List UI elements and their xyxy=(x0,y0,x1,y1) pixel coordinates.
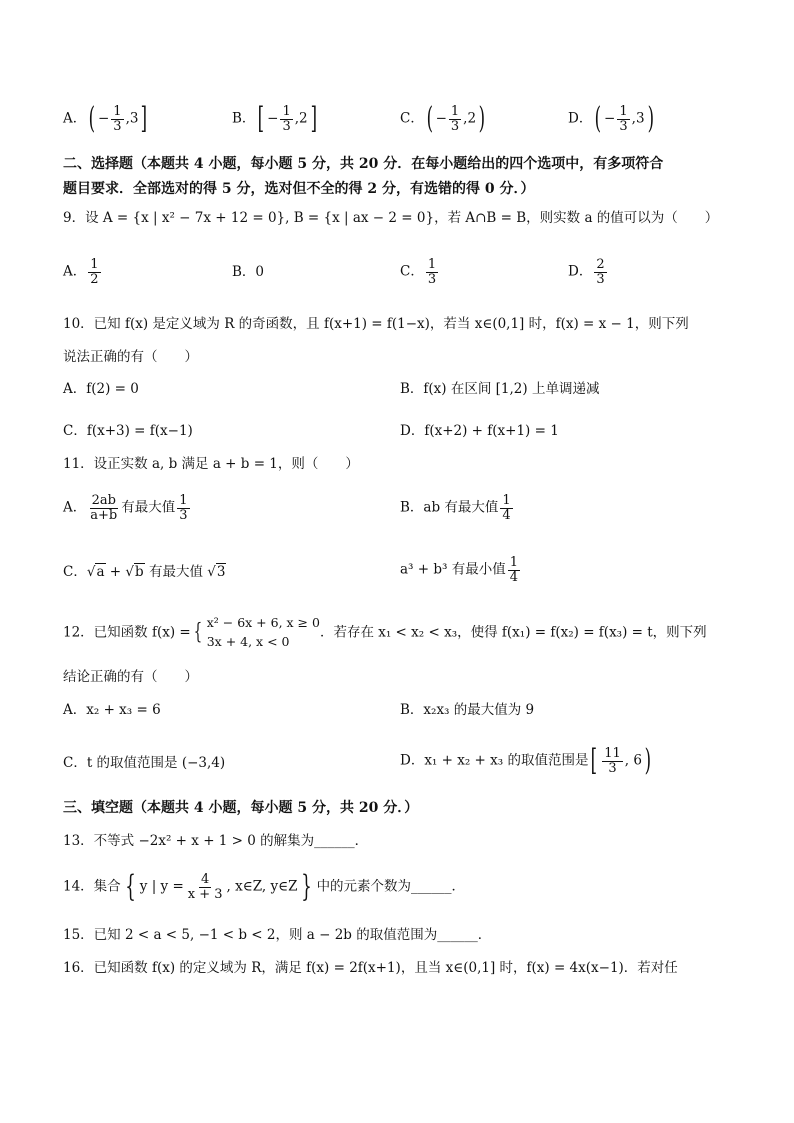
q8-option-c: C．( − $\frac{1}{3}$ ,2) xyxy=(400,101,486,136)
q15: 15．已知 2 < a < 5, −1 < b < 2，则 a − 2b 的取值范围为______． xyxy=(63,927,492,943)
q11-option-a: A． $\frac{2ab}{a+b}$ 有最大值 $\frac{1}{3}$ xyxy=(63,493,188,523)
q11-option-d: a³ + b³ 有最小值 $\frac{1}{4}$ xyxy=(400,555,518,585)
q12-option-d: D．x₁ + x₂ + x₃ 的取值范围是[ $\frac{11}{3}$ , 6) xyxy=(400,743,652,778)
q10-option-a: A．f(2) = 0 xyxy=(63,381,139,397)
q14: 14．集合 { y | y = $\frac{4}{x + 3}$ , x∈Z, y∈Z } 中的元素个数为______． xyxy=(63,869,466,904)
q12-option-b: B．x₂x₃ 的最大值为 9 xyxy=(400,702,535,718)
q8-option-b: B．[ − $\frac{1}{3}$ ,2] xyxy=(232,101,317,136)
q16: 16．已知函数 f(x) 的定义域为 R，满足 f(x) = 2f(x+1)，且当 x∈(0,1] 时，f(x) = 4x(x−1)．若对任 xyxy=(63,960,678,976)
q12-stem-line1: 12．已知函数 f(x) = { x² − 6x + 6, x ≥ 0 3x + 4, x < 0 ．若存在 x₁ < x₂ < x₃，使得 f(x₁) = f(x₂) = f(x₃) = t，则下列 xyxy=(63,615,707,649)
q9-option-a: A． $\frac{1}{2}$ xyxy=(63,257,99,287)
q10-option-c: C．f(x+3) = f(x−1) xyxy=(63,423,193,439)
q11-option-b: B．ab 有最大值 $\frac{1}{4}$ xyxy=(400,493,511,523)
q12-stem-line2: 结论正确的有（ ） xyxy=(63,669,198,685)
q8-option-d: D．( − $\frac{1}{3}$ ,3) xyxy=(568,101,654,136)
q10-stem-line1: 10．已知 f(x) 是定义域为 R 的奇函数，且 f(x+1) = f(1−x)，若当 x∈(0,1] 时，f(x) = x − 1，则下列 xyxy=(63,316,689,332)
q8-option-a: A．( − $\frac{1}{3}$ ,3] xyxy=(63,101,148,136)
q9-option-b: B．0 xyxy=(232,264,265,280)
q10-option-d: D．f(x+2) + f(x+1) = 1 xyxy=(400,423,559,439)
q10-option-b: B．f(x) 在区间 [1,2) 上单调递减 xyxy=(400,381,600,397)
q13: 13．不等式 −2x² + x + 1 > 0 的解集为______． xyxy=(63,833,369,849)
q9-option-c: C． $\frac{1}{3}$ xyxy=(400,257,437,287)
q9-option-d: D． $\frac{2}{3}$ xyxy=(568,257,605,287)
q12-option-c: C．t 的取值范围是 (−3,4) xyxy=(63,755,226,771)
q11-option-c: C．√a + √b 有最大值 √3 xyxy=(63,564,226,580)
section3-heading: 三、填空题（本题共 4 小题，每小题 5 分，共 20 分．） xyxy=(63,800,419,816)
q12-option-a: A．x₂ + x₃ = 6 xyxy=(63,702,161,718)
section2-heading-line2: 题目要求．全部选对的得 5 分，选对但不全的得 2 分，有选错的得 0 分．） xyxy=(63,181,535,197)
q9-stem: 9．设 A = {x | x² − 7x + 12 = 0}, B = {x | ax − 2 = 0}，若 A∩B = B，则实数 a 的值可以为（ ） xyxy=(63,210,719,226)
q10-stem-line2: 说法正确的有（ ） xyxy=(63,349,198,365)
section2-heading-line1: 二、选择题（本题共 4 小题，每小题 5 分，共 20 分．在每小题给出的四个选项中，有多项符合 xyxy=(63,156,664,172)
q11-stem: 11．设正实数 a, b 满足 a + b = 1，则（ ） xyxy=(63,456,359,472)
